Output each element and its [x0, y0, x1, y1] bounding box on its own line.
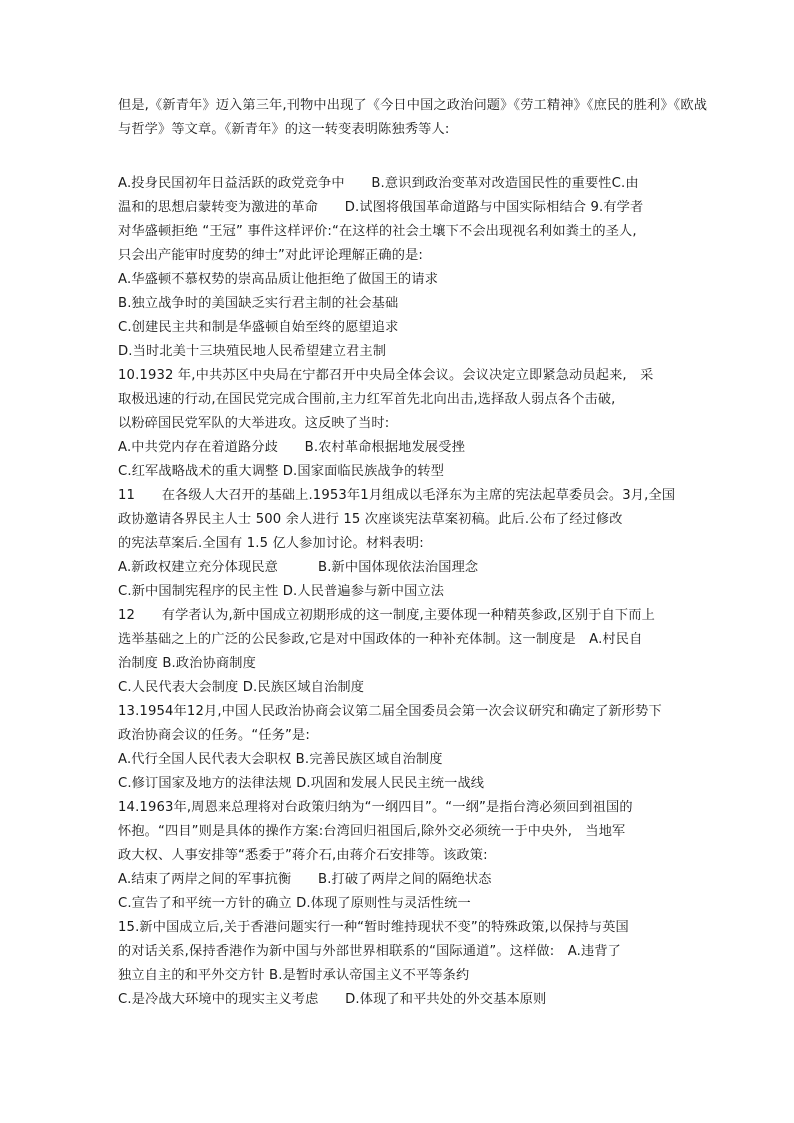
- text-line: C.修订国家及地方的法律法规 D.巩固和发展人民民主统一战线: [118, 776, 485, 791]
- text-line: 独立自主的和平外交方针 B.是暂时承认帝国主义不平等条约: [118, 968, 470, 983]
- text-line: C.创建民主共和制是华盛顿自始至终的愿望追求: [118, 320, 399, 335]
- text-line: 只会出产能审时度势的绅士”对此评论理解正确的是:: [118, 248, 423, 263]
- text-line: A.投身民国初年日益活跃的政党竞争中 B.意识到政治变革对改造国民性的重要性C.由: [118, 176, 639, 191]
- text-line: 的对话关系,保持香港作为新中国与外部世界相联系的“国际通道”。这样做: A.违背了: [118, 944, 621, 959]
- text-line: 政大权、人事安排等“悉委于”蒋介石,由蒋介石安排等。该政策:: [118, 848, 488, 863]
- text-line: 取极迅速的行动,在国民党完成合围前,主力红军首先北向出击,选择敌人弱点各个击破,: [118, 392, 616, 407]
- text-line: C.新中国制宪程序的民主性 D.人民普遍参与新中国立法: [118, 584, 445, 599]
- text-line: C.人民代表大会制度 D.民族区域自治制度: [118, 680, 365, 695]
- text-line: A.新政权建立充分体现民意 B.新中国体现依法治国理念: [118, 560, 479, 575]
- text-line: 对华盛顿拒绝 “王冠” 事件这样评价:“在这样的社会土壤下不会出现视名利如粪土的圣人,: [118, 224, 637, 239]
- text-line: 怀抱。“四目”则是具体的操作方案:台湾回归祖国后,除外交必须统一于中央外, 当地军: [118, 824, 626, 839]
- text-line: D.当时北美十三块殖民地人民希望建立君主制: [118, 344, 387, 359]
- text-line: 以粉碎国民党军队的大举进攻。这反映了当时:: [118, 416, 390, 431]
- text-line: 13.1954年12月,中国人民政治协商会议第二届全国委员会第一次会议研究和确定了新形势下: [118, 704, 662, 719]
- text-line: A.华盛顿不慕权势的崇高品质让他拒绝了做国王的请求: [118, 272, 439, 287]
- text-line: 政治协商会议的任务。“任务”是:: [118, 728, 310, 743]
- text-line: 但是,《新青年》迈入第三年,刊物中出现了《今日中国之政治问题》《劳工精神》《庶民的胜利》《欧战: [118, 98, 708, 113]
- text-line: 温和的思想启蒙转变为激进的革命 D.试图将俄国革命道路与中国实际相结合 9.有学者: [118, 200, 644, 215]
- text-line: 11 在各级人大召开的基础上.1953年1月组成以毛泽东为主席的宪法起草委员会。3月,全国: [118, 488, 676, 503]
- text-line: 的宪法草案后.全国有 1.5 亿人参加讨论。材料表明:: [118, 536, 424, 551]
- text-line: C.红军战略战术的重大调整 D.国家面临民族战争的转型: [118, 464, 445, 479]
- text-line: 政协邀请各界民主人士 500 余人进行 15 次座谈宪法草案初稿。此后.公布了经过修改: [118, 512, 623, 527]
- text-line: A.中共党内存在着道路分歧 B.农村革命根据地发展受挫: [118, 440, 465, 455]
- text-line: A.结束了两岸之间的军事抗衡 B.打破了两岸之间的隔绝状态: [118, 872, 492, 887]
- text-line: C.宣告了和平统一方针的确立 D.体现了原则性与灵活性统一: [118, 896, 471, 911]
- text-line: 选举基础之上的广泛的公民参政,它是对中国政体的一种补充体制。这一制度是 A.村民自: [118, 632, 643, 647]
- text-line: 与哲学》等文章。《新青年》的这一转变表明陈独秀等人:: [118, 122, 450, 137]
- text-line: C.是冷战大环境中的现实主义考虑 D.体现了和平共处的外交基本原则: [118, 992, 547, 1007]
- text-line: A.代行全国人民代表大会职权 B.完善民族区域自治制度: [118, 752, 443, 767]
- text-line: 12 有学者认为,新中国成立初期形成的这一制度,主要体现一种精英参政,区别于自下而上: [118, 608, 655, 623]
- text-line: B.独立战争时的美国缺乏实行君主制的社会基础: [118, 296, 399, 311]
- text-line: 14.1963年,周恩来总理将对台政策归纳为“一纲四目”。“一纲”是指台湾必须回到祖国的: [118, 800, 633, 815]
- text-line: 治制度 B.政治协商制度: [118, 656, 256, 671]
- text-line: 15.新中国成立后,关于香港问题实行一种“暂时维持现状不变”的特殊政策,以保持与英国: [118, 920, 629, 935]
- text-line: 10.1932 年,中共苏区中央局在宁都召开中央局全体会议。会议决定立即紧急动员起来, 采: [118, 368, 654, 383]
